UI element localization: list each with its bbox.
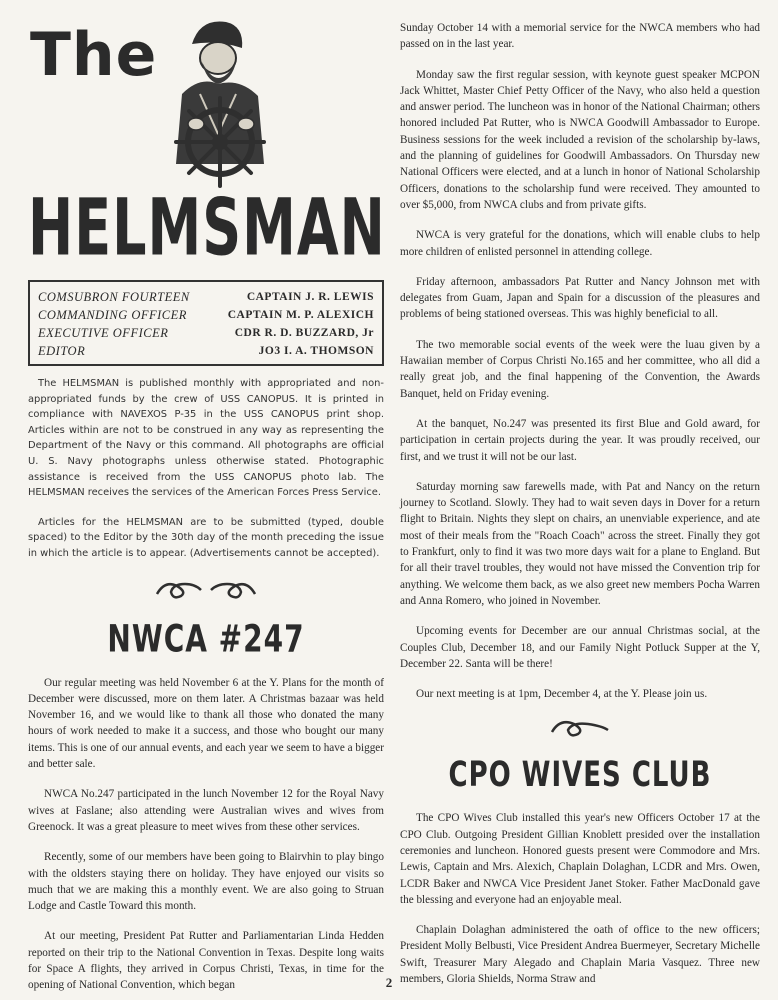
article-paragraph: The two memorable social events of the week were the luau given by a Hawaiian member of Corpus Christi No.165 and her committee, who all did a really great job, and the final happening of the Convention, the Awards Banquet, held on Friday evening. <box>400 338 760 400</box>
publication-notice: The HELMSMAN is published monthly with appropriated and non-appropriated funds by the crew of USS CANOPUS. It is printed in compliance with NAVEXOS P-35 in the USS CANOPUS print shop. Articles within are not to be construed in any way as representing the Department of the Navy or this command. All photographs are official U. S. Navy photographs unless otherwise stated. Photographic assistance is received from the USS CANOPUS photo lab. The HELMSMAN receives the services of the American Forces Press Service. <box>28 378 384 499</box>
masthead-the: The <box>30 20 158 90</box>
nwca-heading: NWCA #247 <box>107 615 305 661</box>
article-paragraph: Chaplain Dolaghan administered the oath of office to the new officers; President Molly Belbusti, Vice President Andrea Buermeyer, Secretary Michelle Swift, Treasurer Mary Alegado and Chaplain Maria Vasquez. Three new members, Gloria Shields, Norma Straw and <box>400 924 760 986</box>
article-paragraph: Monday saw the first regular session, with keynote guest speaker MCPON Jack Whittet, Master Chief Petty Officer of the Navy, who also held a question and answer period. The luncheon was in honor of the National Chairman; others honored included Pat Rutter, who is NWCA Goodwill Ambassador to Europe. Business sessions for the week included a revision of the scholarship by-laws, and the planning of guidelines for Goodwill Ambassadors. On Thursday new National Officers were elected, and at a lunch in honor of National Scholarship Officers, donations to the scholarship fund were received. They amounted to over $5,000, from NWCA clubs and from private gifts. <box>400 68 760 211</box>
article-paragraph: Our regular meeting was held November 6 at the Y. Plans for the month of December were discussed, more on them later. A Christmas bazaar was held November 16, and we would like to thank all those who donated the many hours of work needed to make it a success, and those who bought our many items. This is one of our annual events, and each year we seem to have a bigger and better sale. <box>28 676 384 771</box>
cpo-heading: CPO WIVES CLUB <box>448 755 712 796</box>
staff-row <box>38 306 374 324</box>
staff-box <box>28 280 384 366</box>
staff-role: EXECUTIVE OFFICER <box>38 326 169 340</box>
submission-notice: Articles for the HELMSMAN are to be submitted (typed, double spaced) to the Editor by the 30th day of the month preceding the issue in which the article is to appear. (Advertisements cannot be accepted). <box>28 516 384 559</box>
staff-name: CAPTAIN J. R. LEWIS <box>246 291 374 303</box>
masthead <box>28 14 386 274</box>
single-flourish-ornament <box>548 716 612 738</box>
staff-role: COMMANDING OFFICER <box>38 308 187 322</box>
article-paragraph: Friday afternoon, ambassadors Pat Rutter and Nancy Johnson met with delegates from Guam, Japan and Spain for a discussion of the pleasures and problems of being stationed overseas. This was highly beneficial to all. <box>400 275 760 321</box>
page-number: 2 <box>385 975 393 990</box>
staff-role: EDITOR <box>38 344 86 358</box>
staff-name: JO3 I. A. THOMSON <box>258 345 374 357</box>
article-paragraph: NWCA No.247 participated in the lunch November 12 for the Royal Navy wives at Faslane; also attending were Australian wives and wives from Greenock. It was a great pleasure to meet wives from these other services. <box>28 788 384 833</box>
article-paragraph: NWCA is very grateful for the donations, which will enable clubs to help more children of enlisted personnel in attending college. <box>400 229 760 258</box>
staff-name: CAPTAIN M. P. ALEXICH <box>227 309 374 321</box>
article-paragraph: Our next meeting is at 1pm, December 4, at the Y. Please join us. <box>416 688 708 701</box>
article-paragraph: Sunday October 14 with a memorial service for the NWCA members who had passed on in the last year. <box>400 22 760 51</box>
article-paragraph: The CPO Wives Club installed this year's new Officers October 17 at the CPO Club. Outgoing President Gillian Knoblett presided over the installation ceremonies and luncheon. Honored guests present were Commodore and Mrs. Lewis, Captain and Mrs. Alexich, Chaplain Dolaghan, LCDR and Mrs. Owen, LCDR Baker and NWCA Vice President Janet Stoker. Father MacDonald gave the blessing and everyone had an enjoyable meal. <box>400 812 760 906</box>
masthead-helmsman: HELMSMAN <box>28 182 386 274</box>
article-paragraph: At the banquet, No.247 was presented its first Blue and Gold award, for participation in certain projects during the year. It was proudly received, our first, and we trust it will not be our last. <box>400 417 760 463</box>
staff-row <box>38 342 374 360</box>
right-column <box>400 20 760 987</box>
staff-role: COMSUBRON FOURTEEN <box>38 290 190 304</box>
helmsman-wheel-illustration <box>140 14 290 194</box>
article-paragraph: Upcoming events for December are our annual Christmas social, at the Couples Club, December 18, and our Family Night Potluck Supper at the Y, December 22. Santa will be there! <box>400 625 760 670</box>
double-flourish-ornament <box>151 576 261 602</box>
staff-row <box>38 324 374 342</box>
staff-name: CDR R. D. BUZZARD, Jr <box>234 327 374 339</box>
article-paragraph: At our meeting, President Pat Rutter and Parliamentarian Linda Hedden reported on their trip to the National Convention in Texas. Despite long waits for Space A flights, they arrived in Corpus Christi, Texas, in time for the opening of National Convention, which began <box>28 930 384 992</box>
left-column <box>28 14 384 994</box>
staff-row <box>38 288 374 306</box>
article-paragraph: Recently, some of our members have been going to Blairvhin to play bingo with the oldsters staying there on holiday. They have enjoyed our visits so much that we are making this a monthly event. We are also going to Struan Lodge and Castle Toward this month. <box>28 851 384 913</box>
article-paragraph: Saturday morning saw farewells made, with Pat and Nancy on the return journey to Scotland. Slowly. They had to wait seven days in Dover for a return flight to Britain. Nights they slept on chairs, an unenviable experience, and ate most of their meals from the "Roach Coach" across the street. Finally they got to Frankfurt, only to find it was two more days wait for a plane to England. But for all their travel troubles, they would not have missed the Convention trip for anything. We welcome them back, as we also greet new members Pocha Warren and Anna Romero, who joined in November. <box>400 480 760 607</box>
